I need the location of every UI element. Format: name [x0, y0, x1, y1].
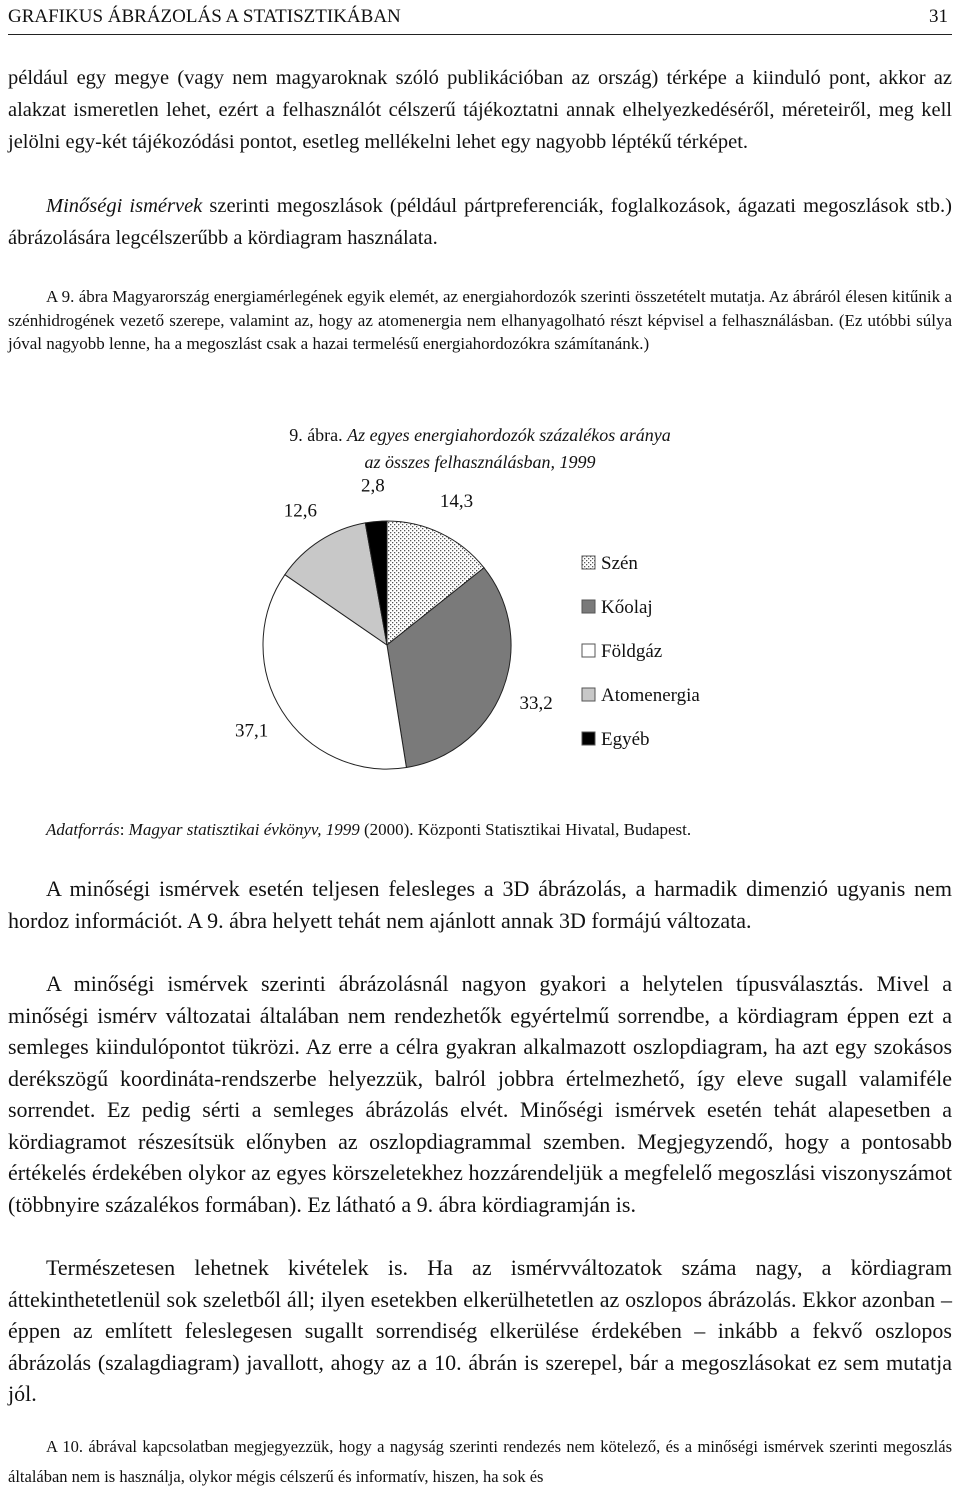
pie-label-szen: 14,3: [439, 490, 474, 512]
legend-swatch-atomenergia: [582, 688, 595, 701]
legend-label-atomenergia: Atomenergia: [601, 685, 700, 706]
source-publication: Magyar statisztikai évkönyv, 1999: [128, 820, 360, 839]
intro-italic-term: Minőségi ismérvek: [46, 195, 203, 217]
source-label: Adatforrás: [46, 820, 120, 839]
source-separator: :: [119, 820, 129, 839]
legend-label-szen: Szén: [601, 553, 638, 574]
page-number: 31: [929, 6, 948, 27]
running-title: GRAFIKUS ÁBRÁZOLÁS A STATISZTIKÁBAN: [8, 6, 401, 27]
body-paragraph-3: Természetesen lehetnek kivételek is. Ha az ismérvváltozatok száma nagy, a kördiagram áttekinthetetlenül sok szeletből áll; ilyen esetekben elkerülhetetlen az oszlopos ábrázolás. Ekkor azonban – éppen az említett feleslegesen sugallt sorrendiség elkerülése érdekében – inkább a fekvő oszlopos ábrázolás (szalagdiagram) javallott, ahogy az a 10. ábrán is szerepel, bár a megoszlásokat ez sem mutatja jól.: [8, 1255, 952, 1406]
body-paragraph-2: A minőségi ismérvek szerinti ábrázolásnál nagyon gyakori a helytelen típusválasztás. Mivel a minőségi ismérv változatai általában nem rendezhetők egyértelmű sorrendbe, a kördiagram éppen ezt a semleges kiindulópontot tükrözi. Az erre a célra gyakran alkalmazott oszlopdiagram, ha azt egy szokásos derékszögű koordináta-rendszerbe helyezzük, balról jobbra értelmezhető, így eleve sugall valamiféle sorrendet. Ez pedig sérti a semleges ábrázolás elvét. Minőségi ismérvek esetén tehát alapesetben a kördiagramot részesítsük előnyben az oszlopdiagrammal szemben. Megjegyzendő, hogy a pontosabb értékelés érdekében olykor az egyes körszeletekhez hozzárendeljük a megfelelő megoszlási viszonyszámot (többnyire százalékos formában). Ez látható a 9. ábra kördiagramján is.: [8, 971, 952, 1217]
pie-label-koolaj: 33,2: [519, 693, 553, 714]
legend-swatch-foldgaz: [582, 644, 595, 657]
energy-pie-chart: [220, 475, 760, 800]
figure-note-paragraph: A 9. ábra Magyarország energiamérlegének egyik elemét, az energiahordozók szerinti összetételt mutatja. Az ábráról élesen kitűnik a szénhidrogének vezető szerepe, valamint az, hogy az atomenergia nem elhanyagolható részt képvisel a felhasználásban. (Ez utóbbi súlya jóval nagyobb lenne, ha a megoszlást csak a hazai termelésű energiahordozókra számítanánk.): [8, 287, 952, 353]
figure-title-line-2: az összes felhasználásban, 1999: [364, 452, 596, 472]
body-paragraph-1: A minőségi ismérvek esetén teljesen felesleges a 3D ábrázolás, a harmadik dimenzió ugyanis nem hordoz információt. A 9. ábra helyett tehát nem ajánlott annak 3D formájú változata.: [8, 876, 952, 933]
figure-title-line-1: Az egyes energiahordozók százalékos aránya: [347, 425, 671, 445]
legend-label-foldgaz: Földgáz: [601, 641, 663, 662]
figure-number: 9. ábra.: [289, 425, 343, 445]
legend-label-egyeb: Egyéb: [601, 729, 650, 750]
legend-swatch-egyeb: [582, 732, 595, 745]
legend-swatch-koolaj: [582, 600, 595, 613]
source-details: (2000). Központi Statisztikai Hivatal, Budapest.: [359, 820, 692, 839]
intro-paragraph-2-text: szerinti megoszlások (például pártpreferenciák, foglalkozások, ágazati megoszlások stb.) ábrázolására legcélszerűbb a kördiagram használata.: [8, 195, 952, 249]
legend-label-koolaj: Kőolaj: [601, 597, 653, 618]
intro-paragraph-1: például egy megye (vagy nem magyaroknak szóló publikációban az ország) térképe a kiinduló pont, akkor az alakzat ismeretlen lehet, ezért a felhasználót célszerű tájékoztatni annak elhelyezkedéséről, méreteiről, meg kell jelölni egy-két tájékozódási pontot, esetleg mellékelni lehet egy nagyobb léptékű térképet.: [8, 67, 952, 153]
footnote-paragraph: A 10. ábrával kapcsolatban megjegyezzük, hogy a nagyság szerinti rendezés nem kötelező, és a minőségi ismérvek szerinti megoszlás általában nem is használja, olykor mégis célszerű és informatív, hiszen, ha sok és: [8, 1437, 952, 1486]
page-header: [8, 2, 952, 35]
data-source: [46, 820, 691, 840]
figure-caption: [0, 422, 960, 449]
legend-swatch-szen: [582, 556, 595, 569]
pie-label-egyeb: 2,8: [361, 475, 385, 497]
pie-label-foldgaz: 37,1: [234, 720, 269, 742]
intro-paragraph-2: [8, 190, 952, 254]
pie-label-atomenergia: 12,6: [283, 500, 318, 522]
